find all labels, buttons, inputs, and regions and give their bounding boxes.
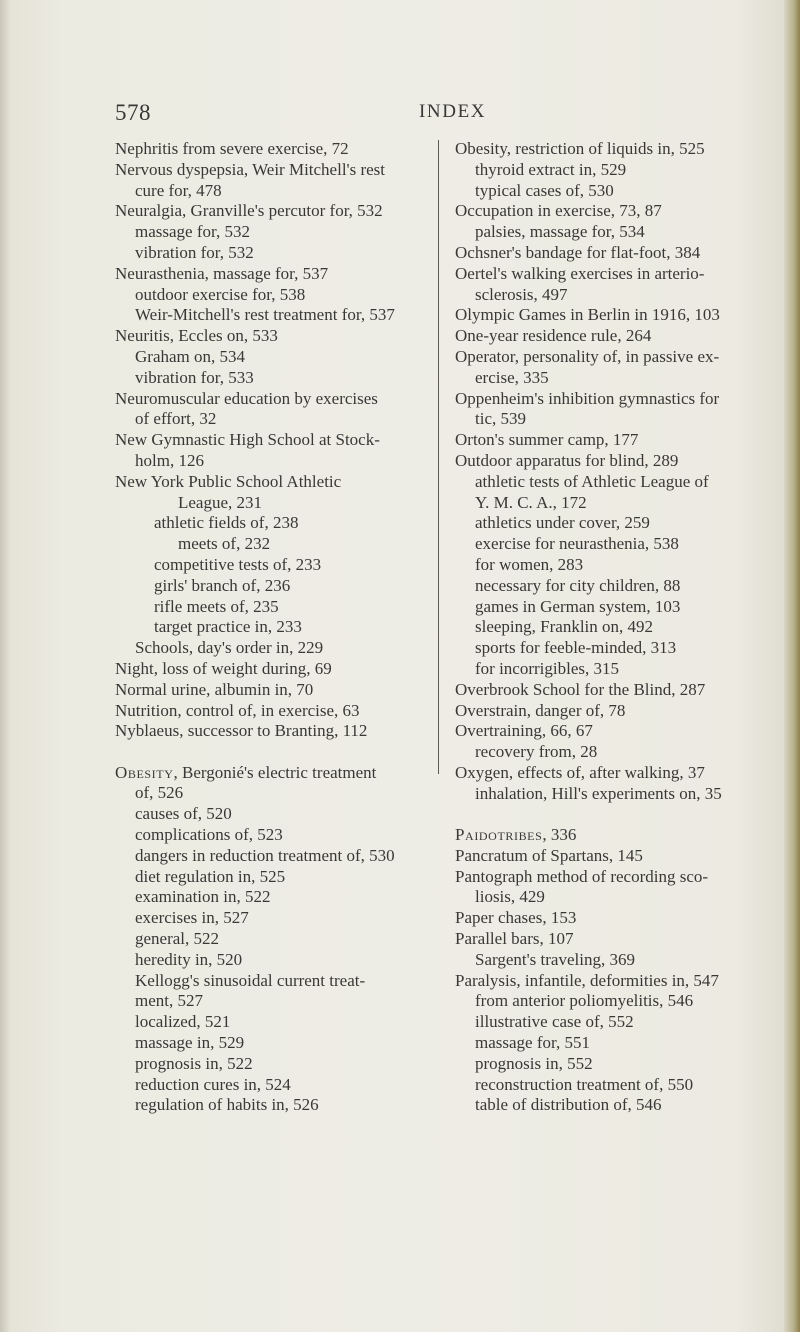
index-subentry: for incorrigibles, 315: [475, 658, 619, 678]
index-subentry: causes of, 520: [135, 804, 232, 824]
index-entry: Overstrain, danger of, 78: [455, 700, 626, 720]
index-entry: New Gymnastic High School at Stock-: [115, 430, 380, 450]
index-subentry: inhalation, Hill's experiments on, 35: [475, 783, 722, 803]
index-entry: One-year residence rule, 264: [455, 326, 652, 346]
running-header: INDEX: [419, 101, 487, 122]
index-entry: Nutrition, control of, in exercise, 63: [115, 700, 360, 720]
index-subentry: dangers in reduction treatment of, 530: [135, 845, 395, 865]
index-subentry: girls' branch of, 236: [154, 575, 291, 595]
index-entry: Oxygen, effects of, after walking, 37: [455, 762, 705, 782]
entry-text: , Bergonié's electric treatment: [173, 762, 377, 782]
index-entry: Pancratum of Spartans, 145: [455, 845, 643, 865]
section-gap: [115, 742, 435, 763]
index-subentry: cure for, 478: [135, 180, 222, 200]
entry-text: , 336: [542, 825, 577, 844]
index-subentry: athletic tests of Athletic League of: [475, 471, 709, 491]
index-entry: Olympic Games in Berlin in 1916, 103: [455, 305, 720, 325]
index-entry: [455, 825, 775, 846]
index-subentry: rifle meets of, 235: [154, 596, 279, 616]
index-subentry: examination in, 522: [135, 887, 271, 907]
index-entry: Parallel bars, 107: [455, 928, 574, 948]
section-gap: [455, 805, 775, 826]
index-entry: Paper chases, 153: [455, 908, 577, 928]
index-entry: Paralysis, infantile, deformities in, 547: [455, 970, 719, 990]
index-entry: Outdoor apparatus for blind, 289: [455, 450, 679, 470]
index-subentry: reduction cures in, 524: [135, 1074, 291, 1094]
index-subentry: holm, 126: [135, 450, 204, 470]
section-lead-word: Paidotribes: [455, 825, 543, 844]
index-subentry: ercise, 335: [475, 367, 549, 387]
index-entry: New York Public School Athletic: [115, 471, 342, 491]
index-subentry: target practice in, 233: [154, 617, 302, 637]
index-subentry: athletic fields of, 238: [154, 513, 299, 533]
index-entry: Nyblaeus, successor to Branting, 112: [115, 721, 368, 741]
page-number: 578: [115, 100, 151, 125]
index-subentry: sleeping, Franklin on, 492: [475, 617, 654, 637]
index-subentry: Sargent's traveling, 369: [475, 949, 635, 969]
index-subentry: palsies, massage for, 534: [475, 222, 645, 242]
index-subentry: competitive tests of, 233: [154, 554, 322, 574]
index-column-left: [115, 139, 435, 1116]
index-subentry: tic, 539: [475, 409, 526, 429]
section-lead-word: Obesity: [115, 762, 174, 782]
index-entry: Oertel's walking exercises in arterio-: [455, 263, 705, 283]
index-entry: Night, loss of weight during, 69: [115, 658, 332, 678]
index-subentry: ment, 527: [135, 991, 203, 1011]
index-entry: Overtraining, 66, 67: [455, 721, 593, 741]
index-subentry: necessary for city children, 88: [475, 575, 681, 595]
index-subentry: vibration for, 532: [135, 242, 254, 262]
index-subentry: of, 526: [135, 783, 184, 803]
index-subentry: illustrative case of, 552: [475, 1012, 634, 1032]
index-subentry: exercises in, 527: [135, 908, 249, 928]
index-subentry: Kellogg's sinusoidal current treat-: [135, 970, 366, 990]
index-subentry: sports for feeble-minded, 313: [475, 638, 677, 658]
index-subentry: exercise for neurasthenia, 538: [475, 534, 679, 554]
index-subentry: massage for, 532: [135, 222, 250, 242]
index-subentry: Y. M. C. A., 172: [475, 492, 587, 512]
index-entry: Obesity, restriction of liquids in, 525: [455, 139, 705, 158]
index-subentry: thyroid extract in, 529: [475, 159, 627, 179]
column-divider: [438, 140, 439, 774]
index-subentry: from anterior poliomyelitis, 546: [475, 991, 694, 1011]
index-subentry: games in German system, 103: [475, 596, 681, 616]
index-subentry: of effort, 32: [135, 409, 217, 429]
index-subentry: vibration for, 533: [135, 367, 254, 387]
index-subentry: for women, 283: [475, 554, 584, 574]
index-entry: Neuritis, Eccles on, 533: [115, 326, 278, 346]
index-entry: Ochsner's bandage for flat-foot, 384: [455, 242, 701, 262]
index-subentry: regulation of habits in, 526: [135, 1095, 319, 1115]
index-subentry: reconstruction treatment of, 550: [475, 1074, 694, 1094]
index-entry: Nephritis from severe exercise, 72: [115, 139, 349, 158]
index-subentry: typical cases of, 530: [475, 180, 614, 200]
index-subentry: recovery from, 28: [475, 742, 598, 762]
index-entry: Neuromuscular education by exercises: [115, 388, 378, 408]
index-subentry: Weir-Mitchell's rest treatment for, 537: [135, 305, 395, 325]
index-entry: Normal urine, albumin in, 70: [115, 679, 314, 699]
index-entry: Pantograph method of recording sco-: [455, 866, 709, 886]
index-subentry: diet regulation in, 525: [135, 866, 286, 886]
page-left-edge: [0, 0, 10, 1332]
index-subentry: sclerosis, 497: [475, 284, 568, 304]
index-entry: Occupation in exercise, 73, 87: [455, 201, 662, 221]
page-right-edge: [784, 0, 800, 1332]
index-subentry: liosis, 429: [475, 887, 545, 907]
index-entry: [115, 763, 435, 784]
index-subentry: Schools, day's order in, 229: [135, 638, 324, 658]
index-subentry: prognosis in, 552: [475, 1053, 593, 1073]
index-subentry: table of distribution of, 546: [475, 1095, 662, 1115]
index-subentry: prognosis in, 522: [135, 1053, 253, 1073]
index-subentry: complications of, 523: [135, 825, 283, 844]
index-entry: Neuralgia, Granville's percutor for, 532: [115, 201, 383, 221]
index-entry: Neurasthenia, massage for, 537: [115, 263, 329, 283]
index-subentry: League, 231: [178, 492, 263, 512]
index-entry: Operator, personality of, in passive ex-: [455, 346, 720, 366]
index-subentry: athletics under cover, 259: [475, 513, 650, 533]
index-subentry: general, 522: [135, 928, 220, 948]
index-entry: Nervous dyspepsia, Weir Mitchell's rest: [115, 159, 386, 179]
index-subentry: localized, 521: [135, 1012, 231, 1032]
index-column-right: [455, 139, 775, 1116]
index-subentry: heredity in, 520: [135, 949, 243, 969]
index-subentry: meets of, 232: [178, 534, 271, 554]
index-entry: Oppenheim's inhibition gymnastics for: [455, 388, 720, 408]
index-subentry: Graham on, 534: [135, 346, 246, 366]
index-entry: Overbrook School for the Blind, 287: [455, 679, 706, 699]
index-subentry: outdoor exercise for, 538: [135, 284, 306, 304]
index-entry: Orton's summer camp, 177: [455, 430, 639, 450]
index-subentry: massage in, 529: [135, 1032, 245, 1052]
index-subentry: massage for, 551: [475, 1032, 590, 1052]
